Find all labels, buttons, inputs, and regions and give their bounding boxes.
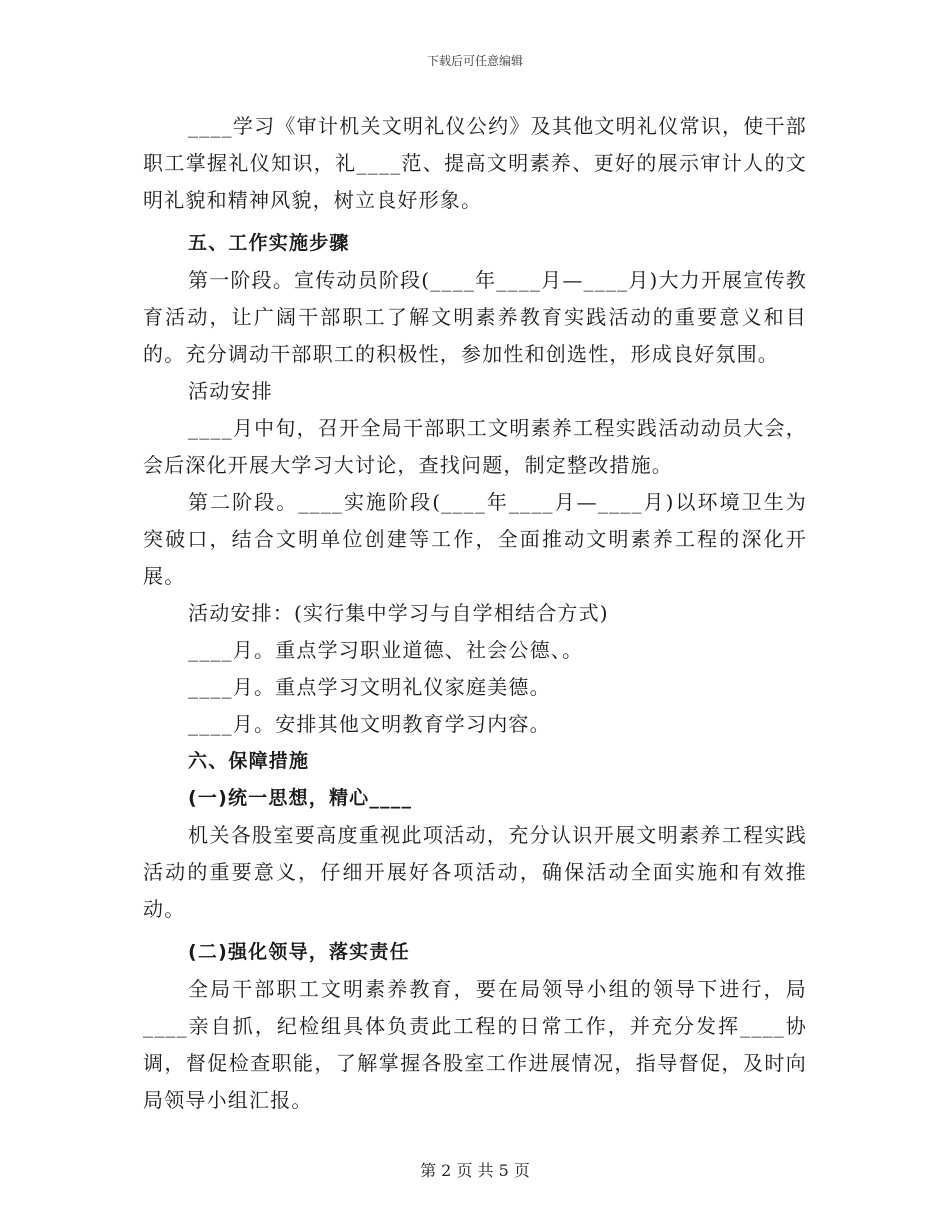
paragraph-strengthen-leadership: 全局干部职工文明素养教育，要在局领导小组的领导下进行，局____亲自抓，纪检组具体负责此工程的日常工作，并充分发挥____协调，督促检查职能，了解掌握各股室工作进展情况，指导督促，及时向局领导小组汇报。 — [143, 977, 807, 1112]
section-heading-implementation-steps: 五、工作实施步骤 — [188, 232, 350, 254]
paragraph-activity-arrangement-method: 活动安排：(实行集中学习与自学相结合方式) — [188, 601, 609, 625]
subheading-strengthen-leadership: (二)强化领导，落实责任 — [188, 941, 410, 963]
paragraph-unify-thinking: 机关各股室要高度重视此项活动，充分认识开展文明素养工程实践活动的重要意义，仔细开展好各项活动，确保活动全面实施和有效推动。 — [143, 823, 807, 921]
paragraph-mobilization-meeting: ____月中旬，召开全局干部职工文明素养工程实践活动动员大会，会后深化开展大学习大讨论，查找问题，制定整改措施。 — [143, 416, 807, 477]
list-item-month-ethics: ____月。重点学习职业道德、社会公德、。 — [188, 638, 584, 662]
paragraph-etiquette-study: ____学习《审计机关文明礼仪公约》及其他文明礼仪常识，使干部职工掌握礼仪知识，礼____范、提高文明素养、更好的展示审计人的文明礼貌和精神风貌，树立良好形象。 — [143, 114, 807, 212]
document-body — [143, 108, 807, 1119]
list-item-month-other: ____月。安排其他文明教育学习内容。 — [188, 712, 551, 736]
list-item-month-etiquette: ____月。重点学习文明礼仪家庭美德。 — [188, 675, 551, 699]
paragraph-stage-one: 第一阶段。宣传动员阶段(____年____月—____月)大力开展宣传教育活动，让广阔干部职工了解文明素养教育实践活动的重要意义和目的。充分调动干部职工的积极性，参加性和创选性，形成良好氛围。 — [143, 268, 807, 366]
page-number: 第 2 页 共 5 页 — [420, 1161, 530, 1180]
paragraph-activity-arrangement-label: 活动安排 — [188, 379, 273, 403]
header-note: 下载后可任意编辑 — [426, 54, 523, 68]
paragraph-stage-two: 第二阶段。____实施阶段(____年____月—____月)以环境卫生为突破口，结合文明单位创建等工作，全面推动文明素养工程的深化开展。 — [143, 490, 807, 588]
section-heading-safeguards: 六、保障措施 — [188, 750, 310, 772]
subheading-unify-thinking: (一)统一思想，精心____ — [188, 787, 413, 809]
